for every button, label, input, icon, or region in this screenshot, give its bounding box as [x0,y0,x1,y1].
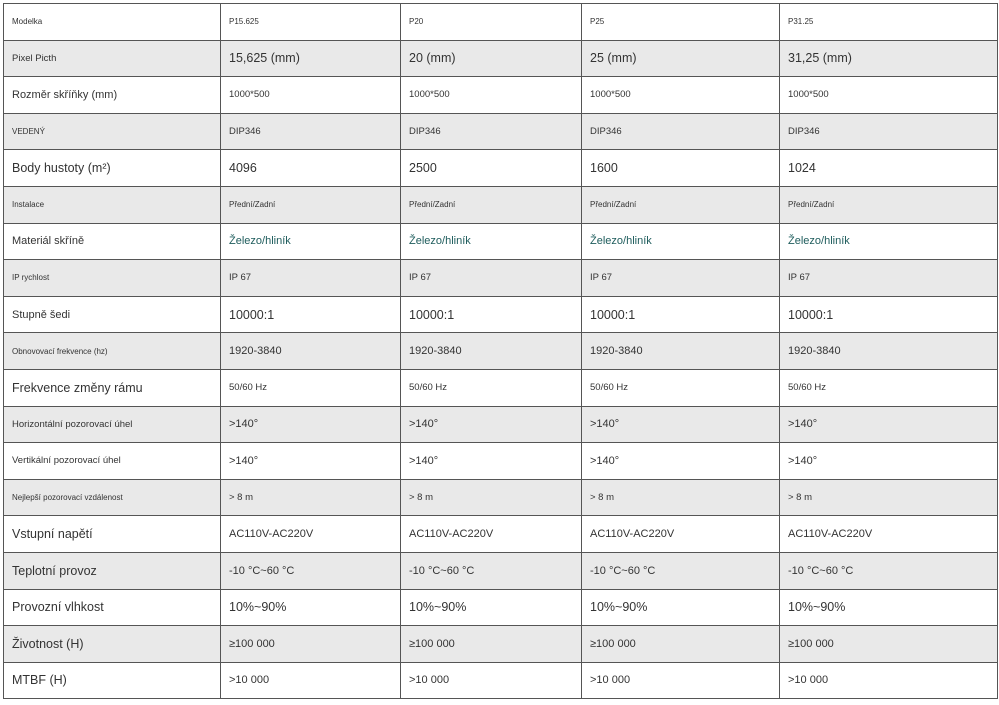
spec-value-2: Přední/Zadní [401,186,582,223]
spec-value-1: Přední/Zadní [221,186,401,223]
spec-row [4,626,998,663]
spec-value-2: 10%~90% [401,589,582,626]
spec-label: Body hustoty (m²) [4,150,221,187]
spec-label: Provozní vlhkost [4,589,221,626]
spec-value-4: >140° [780,443,998,480]
spec-value-4: Přední/Zadní [780,186,998,223]
spec-value-1: ≥100 000 [221,626,401,663]
spec-value-3: -10 °C~60 °C [582,552,780,589]
spec-value-3: 1000*500 [582,77,780,114]
spec-label: Pixel Picth [4,40,221,77]
spec-row [4,333,998,370]
spec-value-1: 10%~90% [221,589,401,626]
spec-row [4,186,998,223]
spec-value-4: 10%~90% [780,589,998,626]
spec-label: Frekvence změny rámu [4,369,221,406]
spec-value-4: Železo/hliník [780,223,998,260]
spec-value-3: >10 000 [582,662,780,699]
spec-label: Teplotní provoz [4,552,221,589]
spec-value-4: 10000:1 [780,296,998,333]
spec-row [4,40,998,77]
spec-value-1: 4096 [221,150,401,187]
spec-value-3: 50/60 Hz [582,369,780,406]
spec-value-2: 10000:1 [401,296,582,333]
spec-row [4,113,998,150]
spec-label: MTBF (H) [4,662,221,699]
spec-value-4: 1000*500 [780,77,998,114]
spec-label: Stupně šedi [4,296,221,333]
spec-value-3: 25 (mm) [582,40,780,77]
spec-label: Vstupní napětí [4,516,221,553]
spec-value-1: > 8 m [221,479,401,516]
spec-value-1: DIP346 [221,113,401,150]
spec-value-2: ≥100 000 [401,626,582,663]
spec-value-4: >10 000 [780,662,998,699]
spec-table [3,3,998,699]
spec-label: Nejlepší pozorovací vzdálenost [4,479,221,516]
spec-value-4: 31,25 (mm) [780,40,998,77]
spec-label: Životnost (H) [4,626,221,663]
spec-value-2: DIP346 [401,113,582,150]
spec-value-3: 1600 [582,150,780,187]
spec-value-1: 1000*500 [221,77,401,114]
spec-value-2: 20 (mm) [401,40,582,77]
spec-value-1: 15,625 (mm) [221,40,401,77]
spec-label: Materiál skříně [4,223,221,260]
spec-row [4,662,998,699]
spec-value-1: 1920-3840 [221,333,401,370]
spec-value-4: 1920-3840 [780,333,998,370]
spec-label: Obnovovací frekvence (hz) [4,333,221,370]
spec-value-2: 1000*500 [401,77,582,114]
spec-value-4: IP 67 [780,260,998,297]
spec-label: Instalace [4,186,221,223]
spec-value-3: Železo/hliník [582,223,780,260]
spec-row [4,4,998,41]
spec-value-2: >10 000 [401,662,582,699]
spec-row [4,77,998,114]
spec-value-3: 10000:1 [582,296,780,333]
spec-value-4: -10 °C~60 °C [780,552,998,589]
spec-row [4,516,998,553]
spec-row [4,369,998,406]
spec-row [4,552,998,589]
spec-value-4: >140° [780,406,998,443]
spec-value-3: 10%~90% [582,589,780,626]
spec-value-3: AC110V-AC220V [582,516,780,553]
spec-value-4: DIP346 [780,113,998,150]
spec-value-1: >140° [221,406,401,443]
spec-value-3: P25 [582,4,780,41]
spec-value-2: > 8 m [401,479,582,516]
spec-row [4,150,998,187]
spec-value-3: IP 67 [582,260,780,297]
spec-row [4,479,998,516]
spec-label: IP rychlost [4,260,221,297]
spec-value-2: AC110V-AC220V [401,516,582,553]
spec-value-1: -10 °C~60 °C [221,552,401,589]
spec-table-body [4,4,998,699]
spec-value-1: >140° [221,443,401,480]
spec-label: Rozměr skříňky (mm) [4,77,221,114]
spec-value-1: 10000:1 [221,296,401,333]
spec-value-4: 50/60 Hz [780,369,998,406]
spec-value-4: 1024 [780,150,998,187]
spec-label: Vertikální pozorovací úhel [4,443,221,480]
spec-value-2: 2500 [401,150,582,187]
spec-value-3: ≥100 000 [582,626,780,663]
spec-row [4,443,998,480]
spec-value-2: 1920-3840 [401,333,582,370]
spec-label: Horizontální pozorovací úhel [4,406,221,443]
spec-value-2: >140° [401,443,582,480]
spec-value-3: > 8 m [582,479,780,516]
spec-value-2: IP 67 [401,260,582,297]
spec-value-3: Přední/Zadní [582,186,780,223]
spec-value-2: >140° [401,406,582,443]
spec-value-3: >140° [582,443,780,480]
spec-value-4: P31.25 [780,4,998,41]
spec-value-3: DIP346 [582,113,780,150]
spec-value-3: 1920-3840 [582,333,780,370]
spec-row [4,296,998,333]
spec-value-1: AC110V-AC220V [221,516,401,553]
spec-row [4,406,998,443]
spec-value-1: P15.625 [221,4,401,41]
spec-value-4: AC110V-AC220V [780,516,998,553]
spec-label: VEDENÝ [4,113,221,150]
spec-value-1: >10 000 [221,662,401,699]
spec-value-1: 50/60 Hz [221,369,401,406]
spec-value-2: -10 °C~60 °C [401,552,582,589]
spec-row [4,223,998,260]
spec-row [4,589,998,626]
spec-value-2: 50/60 Hz [401,369,582,406]
spec-value-1: IP 67 [221,260,401,297]
spec-value-4: ≥100 000 [780,626,998,663]
spec-value-1: Železo/hliník [221,223,401,260]
spec-row [4,260,998,297]
spec-value-2: P20 [401,4,582,41]
spec-value-4: > 8 m [780,479,998,516]
spec-value-2: Železo/hliník [401,223,582,260]
spec-value-3: >140° [582,406,780,443]
spec-label: Modelka [4,4,221,41]
